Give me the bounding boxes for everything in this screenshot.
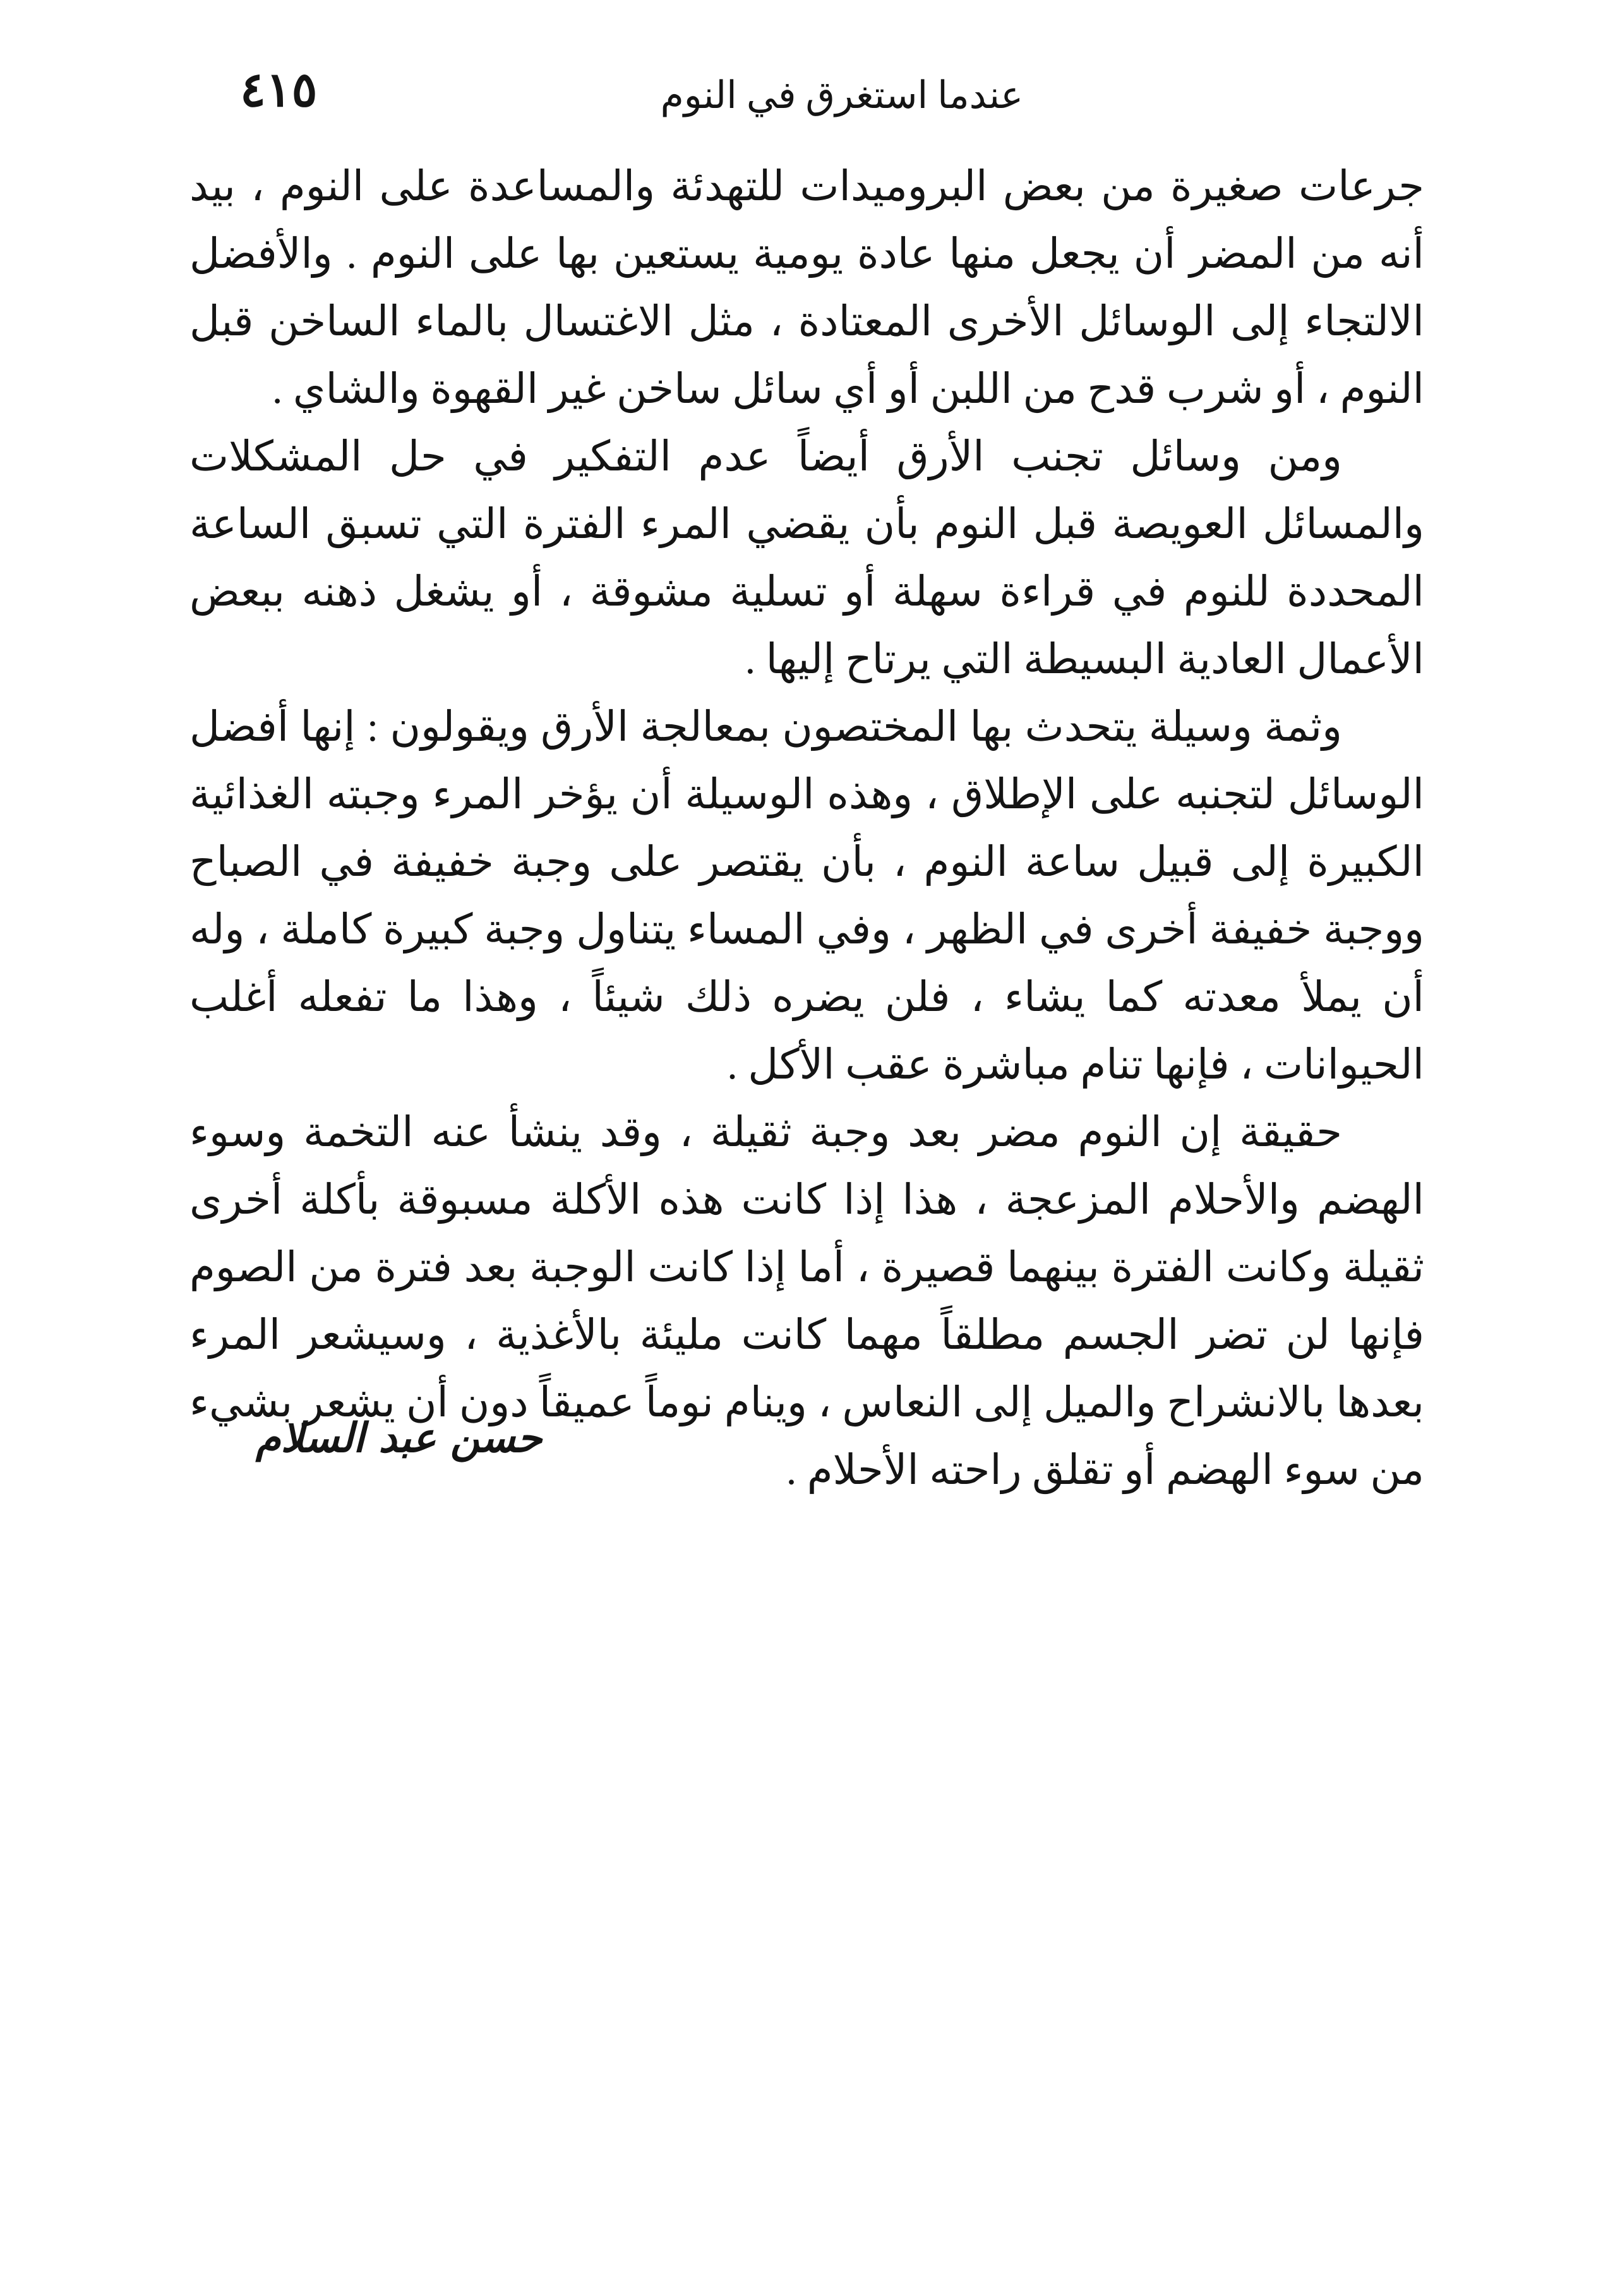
running-title: عندما استغرق في النوم (660, 75, 1023, 116)
paragraph-1: جرعات صغيرة من بعض البروميدات للتهدئة والمساعدة على النوم ، بيد أنه من المضر أن يجعل منها عادة يومية يستعين بها على النوم . والأفضل الالتجاء إلى الوسائل الأخرى المعتادة ، مثل الاغتسال بالماء الساخن قبل النوم ، أو شرب قدح من اللبن أو أي سائل ساخن غير القهوة والشاي . (189, 164, 1424, 412)
page-number: ٤١٥ (240, 64, 318, 117)
paragraph-3: وثمة وسيلة يتحدث بها المختصون بمعالجة الأرق ويقولون : إنها أفضل الوسائل لتجنبه على الإطلاق ، وهذه الوسيلة أن يؤخر المرء وجبته الغذائية الكبيرة إلى قبيل ساعة النوم ، بأن يقتصر على وجبة خفيفة في الصباح ووجبة خفيفة أخرى في الظهر ، وفي المساء يتناول وجبة كبيرة كاملة ، وله أن يملأ معدته كما يشاء ، فلن يضره ذلك شيئاً ، وهذا ما تفعله أغلب الحيوانات ، فإنها تنام مباشرة عقب الأكل . (189, 704, 1424, 1088)
running-header (240, 56, 1443, 138)
paragraph-4: حقيقة إن النوم مضر بعد وجبة ثقيلة ، وقد ينشأ عنه التخمة وسوء الهضم والأحلام المزعجة ، هذا إذا كانت هذه الأكلة مسبوقة بأكلة أخرى ثقيلة وكانت الفترة بينهما قصيرة ، أما إذا كانت الوجبة بعد فترة من الصوم فإنها لن تضر الجسم مطلقاً مهما كانت مليئة بالأغذية ، وسيشعر المرء بعدها بالانشراح والميل إلى النعاس ، وينام نوماً عميقاً دون أن يشعر بشيء من سوء الهضم أو تقلق راحته الأحلام . (189, 1109, 1424, 1493)
paragraph-2: ومن وسائل تجنب الأرق أيضاً عدم التفكير في حل المشكلات والمسائل العويصة قبل النوم بأن يقضي المرء الفترة التي تسبق الساعة المحددة للنوم في قراءة سهلة أو تسلية مشوقة ، أو يشغل ذهنه ببعض الأعمال العادية البسيطة التي يرتاح إليها . (189, 434, 1424, 683)
body-text (189, 153, 1424, 1504)
author-signature: حسن عبد السلام (256, 1414, 543, 1462)
